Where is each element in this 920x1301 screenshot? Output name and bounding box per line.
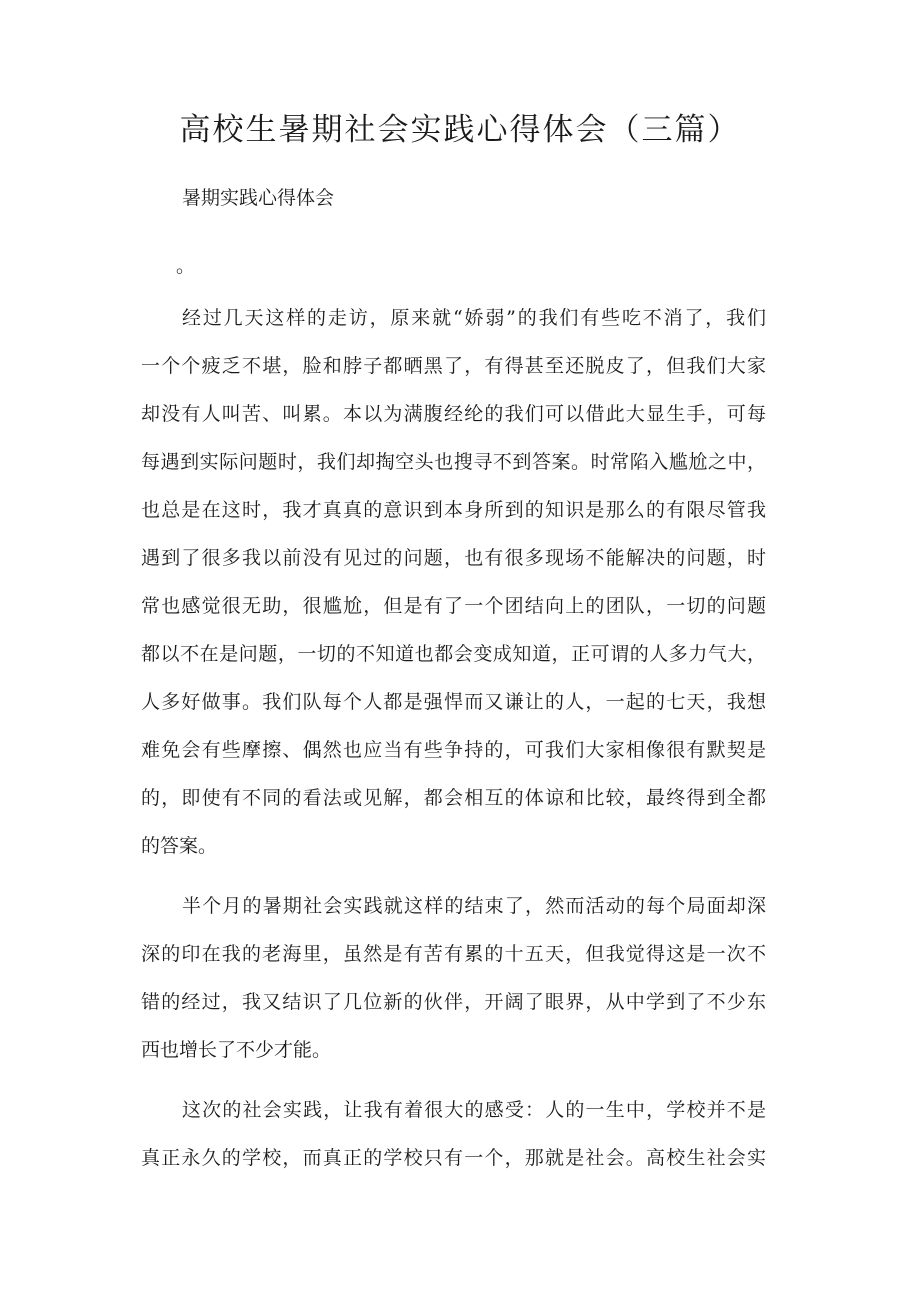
- stray-punctuation: 。: [176, 255, 196, 277]
- document-subtitle: 暑期实践心得体会: [182, 187, 335, 209]
- paragraph-line: 却没有人叫苦、叫累。本以为满腹经纶的我们可以借此大显生手，可每: [141, 403, 766, 425]
- paragraph-line: 每遇到实际问题时，我们却掏空头也搜寻不到答案。时常陷入尴尬之中，: [141, 451, 766, 473]
- paragraph-line: 难免会有些摩擦、偶然也应当有些争持的，可我们大家相像很有默契是: [141, 739, 766, 761]
- paragraph-line: 经过几天这样的走访，原来就“娇弱”的我们有些吃不消了，我们: [182, 307, 766, 329]
- paragraph-line: 的，即使有不同的看法或见解，都会相互的体谅和比较，最终得到全都: [141, 787, 766, 809]
- paragraph-line: 这次的社会实践，让我有着很大的感受：人的一生中，学校并不是: [182, 1099, 766, 1121]
- paragraph-line: 错的经过，我又结识了几位新的伙伴，开阔了眼界，从中学到了不少东: [141, 991, 766, 1013]
- paragraph-line: 一个个疲乏不堪，脸和脖子都晒黑了，有得甚至还脱皮了，但我们大家: [141, 355, 766, 377]
- paragraph-line: 人多好做事。我们队每个人都是强悍而又谦让的人，一起的七天，我想: [141, 691, 766, 713]
- paragraph-line: 都以不在是问题，一切的不知道也都会变成知道，正可谓的人多力气大，: [141, 643, 766, 665]
- paragraph-line: 遇到了很多我以前没有见过的问题，也有很多现场不能解决的问题，时: [141, 547, 766, 569]
- paragraph-line: 真正永久的学校，而真正的学校只有一个，那就是社会。高校生社会实: [141, 1147, 766, 1169]
- paragraph-line: 深的印在我的老海里，虽然是有苦有累的十五天，但我觉得这是一次不: [141, 943, 766, 965]
- paragraph-line: 半个月的暑期社会实践就这样的结束了，然而活动的每个局面却深: [182, 895, 766, 917]
- paragraph-line: 也总是在这时，我才真真的意识到本身所到的知识是那么的有限尽管我: [141, 499, 766, 521]
- paragraph-line: 常也感觉很无助，很尴尬，但是有了一个团结向上的团队，一切的问题: [141, 595, 766, 617]
- paragraph-line: 的答案。: [141, 835, 218, 857]
- paragraph-line: 西也增长了不少才能。: [141, 1039, 332, 1061]
- document-title: 高校生暑期社会实践心得体会（三篇）: [179, 112, 741, 148]
